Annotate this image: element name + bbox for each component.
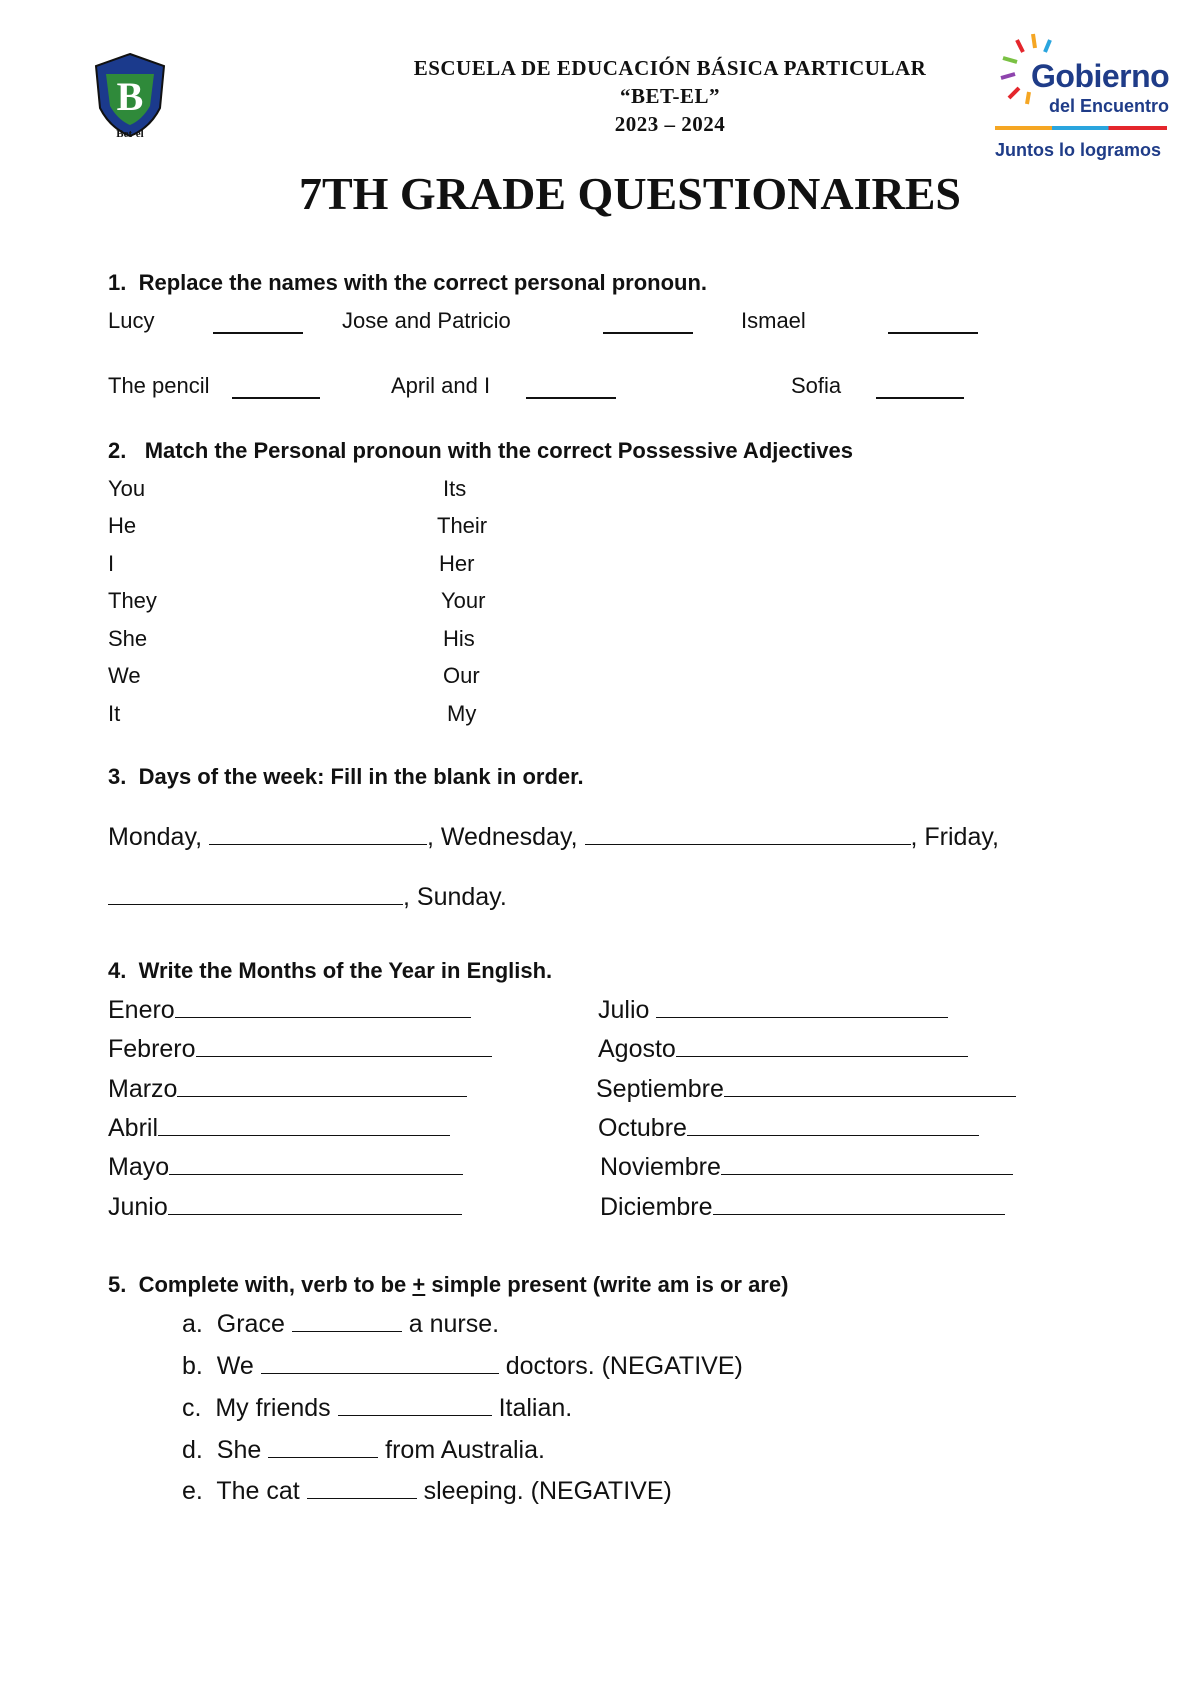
q4-blank[interactable]	[158, 1133, 450, 1136]
q1-item-3: Ismael	[741, 308, 806, 333]
q3-heading-text: Days of the week: Fill in the blank in order.	[138, 764, 584, 789]
school-logo	[90, 52, 170, 144]
q5-heading-plus: +	[412, 1272, 426, 1297]
q4-month-right: Diciembre	[600, 1193, 1005, 1222]
q1-item-1: Lucy	[108, 308, 155, 333]
q2-adjective: Its	[443, 476, 467, 501]
q2-pronoun: They	[108, 588, 157, 613]
q4-month-right: Septiembre	[596, 1075, 1016, 1104]
q1-blank-3[interactable]	[888, 314, 978, 334]
q1-number: 1.	[108, 270, 127, 295]
q2-adjective: Our	[443, 663, 480, 688]
q2-pronoun: He	[108, 513, 137, 538]
q5-heading	[108, 1272, 788, 1298]
q4-month-left: Abril	[108, 1114, 450, 1143]
q5-blank-d[interactable]	[268, 1455, 378, 1458]
q3-blank-1[interactable]	[209, 842, 427, 845]
q4-blank[interactable]	[177, 1094, 467, 1097]
q2-pronoun: It	[108, 701, 121, 726]
q3-blank-2[interactable]	[585, 842, 911, 845]
q2-pronoun: You	[108, 476, 146, 501]
q4-blank[interactable]	[687, 1133, 979, 1136]
school-name-line2: “BET-EL”	[619, 84, 721, 108]
q2-pronoun: She	[108, 626, 148, 651]
q5-heading-pre: Complete with, verb to be	[138, 1272, 407, 1297]
q4-month-right: Julio	[598, 996, 948, 1025]
q5-heading-post: simple present (write am is or are)	[431, 1272, 789, 1297]
school-year: 2023 – 2024	[614, 112, 726, 136]
q3-day-monday: Monday,	[108, 823, 203, 851]
q1-heading-text: Replace the names with the correct personal pronoun.	[138, 270, 708, 295]
q4-number: 4.	[108, 958, 127, 983]
q2-pronoun: I	[108, 551, 115, 576]
q4-blank[interactable]	[724, 1094, 1016, 1097]
q2-adjective: My	[447, 701, 477, 726]
q4-heading-text: Write the Months of the Year in English.	[138, 958, 553, 983]
q4-month-left: Enero	[108, 996, 471, 1025]
q1-blank-4[interactable]	[232, 379, 320, 399]
q5-blank-e[interactable]	[307, 1496, 417, 1499]
gobierno-stripe	[995, 126, 1167, 130]
q3-number: 3.	[108, 764, 127, 789]
gobierno-slogan: Juntos lo logramos	[995, 140, 1162, 160]
q1-blank-5[interactable]	[526, 379, 616, 399]
q4-month-left: Febrero	[108, 1035, 492, 1064]
q1-blank-1[interactable]	[213, 314, 303, 334]
q1-item-2: Jose and Patricio	[342, 308, 511, 333]
q4-blank[interactable]	[169, 1172, 463, 1175]
q5-item-c: c. My friends Italian.	[182, 1394, 573, 1422]
q3-days-line2	[108, 883, 507, 912]
q2-adjective: Their	[437, 513, 488, 538]
q5-blank-a[interactable]	[292, 1329, 402, 1332]
q4-blank[interactable]	[713, 1212, 1005, 1215]
q4-month-right: Octubre	[598, 1114, 979, 1143]
q5-item-d: d. She from Australia.	[182, 1436, 545, 1464]
q5-item-a: a. Grace a nurse.	[182, 1310, 500, 1338]
q4-blank[interactable]	[175, 1015, 471, 1018]
q3-day-sunday: , Sunday.	[403, 883, 507, 911]
q2-adjective: His	[443, 626, 475, 651]
q3-heading	[108, 764, 584, 790]
q4-heading	[108, 958, 552, 984]
q4-month-right: Noviembre	[600, 1153, 1013, 1182]
q5-blank-c[interactable]	[338, 1413, 492, 1416]
q1-item-5: April and I	[391, 373, 491, 398]
q3-blank-3[interactable]	[108, 902, 403, 905]
q3-day-friday: , Friday,	[910, 823, 999, 851]
gobierno-logo	[995, 30, 1175, 170]
q2-heading	[108, 438, 853, 464]
q4-blank[interactable]	[656, 1015, 948, 1018]
q5-blank-b[interactable]	[261, 1371, 499, 1374]
q5-number: 5.	[108, 1272, 127, 1297]
q5-item-b: b. We doctors. (NEGATIVE)	[182, 1352, 743, 1380]
q4-blank[interactable]	[196, 1054, 492, 1057]
q2-heading-text: Match the Personal pronoun with the correct Possessive Adjectives	[144, 438, 853, 463]
q3-days-line1	[108, 823, 999, 852]
gobierno-title: Gobierno	[1031, 58, 1170, 94]
school-name-line1: ESCUELA DE EDUCACIÓN BÁSICA PARTICULAR	[413, 56, 927, 80]
q4-month-left: Junio	[108, 1193, 462, 1222]
q2-number: 2.	[108, 438, 127, 463]
q4-blank[interactable]	[676, 1054, 968, 1057]
q5-item-e: e. The cat sleeping. (NEGATIVE)	[182, 1477, 672, 1505]
q1-blank-2[interactable]	[603, 314, 693, 334]
school-logo-caption: Bet-el	[116, 128, 144, 140]
q4-month-left: Mayo	[108, 1153, 463, 1182]
q4-blank[interactable]	[168, 1212, 462, 1215]
q2-adjective: Her	[439, 551, 475, 576]
q1-blank-6[interactable]	[876, 379, 964, 399]
q1-heading	[108, 270, 707, 296]
q4-blank[interactable]	[721, 1172, 1013, 1175]
gobierno-subtitle: del Encuentro	[1049, 96, 1170, 116]
svg-text:B: B	[116, 74, 144, 119]
q2-pronoun: We	[108, 663, 141, 688]
q3-day-wednesday: , Wednesday,	[426, 823, 578, 851]
q4-month-right: Agosto	[598, 1035, 968, 1064]
q1-item-6: Sofia	[791, 373, 842, 398]
page-title: 7TH GRADE QUESTIONAIRES	[298, 168, 962, 219]
q2-adjective: Your	[441, 588, 486, 613]
q1-item-4: The pencil	[108, 373, 210, 398]
q4-month-left: Marzo	[108, 1075, 467, 1104]
